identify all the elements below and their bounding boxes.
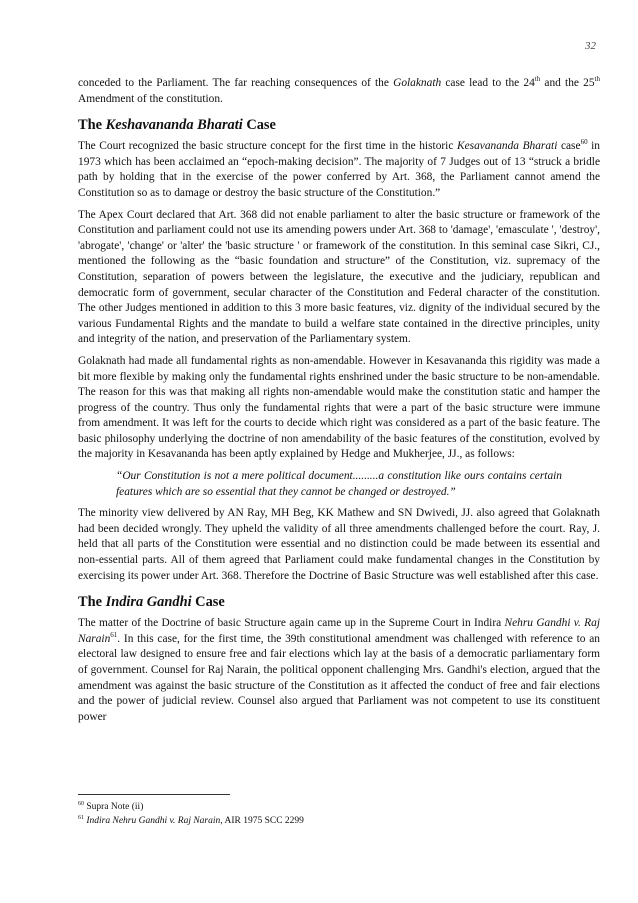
- footnote-61: $^{61}$ Indira Nehru Gandhi v. Raj Narain, AIR 1975 SCC 2299: [78, 814, 304, 826]
- paragraph-minority-view: The minority view delivered by AN Ray, MH Beg, KK Mathew and SN Dwivedi, JJ. also agreed that Golaknath had been decided wrongly. They upheld the validity of all three amendments challenged before the court. Ray, J. held that all parts of the Constitution were essential and no distinction could be made between its essential and non-essential parts. All of them agreed that Parliament could make fundamental changes in the Constitution by exercising its power under Art. 368. Therefore the Doctrine of Basic Structure was well established after this case.: [78, 507, 600, 582]
- case-name: Kesavananda Bharati: [456, 140, 558, 153]
- section-heading-indira-gandhi: The Indira Gandhi Case: [78, 594, 225, 611]
- section-heading-keshavananda: The Keshavananda Bharati Case: [78, 117, 276, 134]
- paragraph-golaknath-rigidity: Golaknath had made all fundamental rights as non-amendable. However in Kesavananda this rigidity was made a bit more flexible by making only the fundamental rights enshrined under the basic structure to be non-amendable. The reason for this was that making all rights non-amendable would make the constitution static and hamper the progress of the country. Thus only the fundamental rights that were a part of the basic structure were immune from amendment. It was left for the courts to decide which right was considered as a part of the basic feature. The basic philosophy underlying the doctrine of non amendability of the basic features of the constitution, evolved by the majority in Kesavananda has been aptly explained by Hedge and Mukherjee, JJ., as follows:: [78, 354, 600, 461]
- footnote-60: $^{60}$ Supra Note (ii): [78, 800, 144, 812]
- paragraph-golaknath-conclusion: conceded to the Parliament. The far reaching consequences of the Golaknath case lead to the 24th and the 25th Amendment of the constitution.: [78, 75, 600, 105]
- footnote-ref-60[interactable]: 60: [580, 138, 588, 147]
- case-name: Nehru Gandhi v. Raj Narain: [78, 617, 601, 645]
- document-body: [78, 76, 600, 731]
- case-name: Golaknath: [393, 77, 442, 89]
- paragraph-indira-gandhi-case: The matter of the Doctrine of basic Structure again came up in the Supreme Court in Indira Nehru Gandhi v. Raj Narain$^{61}$. In this case, for the first time, the 39th constitutional amendment was challenged with reference to an electoral law designed to ensure free and fair elections which lay at the basis of a democratic parliamentary form of government. Counsel for Raj Narain, the political opponent challenging Mrs. Gandhi's election, argued that the amendment was against the basic structure of the Constitution as it affected the conduct of free and fair elections and the power of judicial review. Counsel also argued that Parliament was not competent to use its constituent power: [78, 617, 601, 723]
- footnotes: [78, 801, 600, 828]
- paragraph-apex-court: The Apex Court declared that Art. 368 did not enable parliament to alter the basic structure or framework of the Constitution and parliament could not use its amending powers under Art. 368 to 'damage', 'emasculate ', 'destroy', 'abrogate', 'change' or 'alter' the 'basic structure ' or framework of the constitution. In this seminal case Sikri, CJ., mentioned the following as the “basic foundation and structure” of the Constitution, viz. supremacy of the Constitution, separation of powers between the legislature, the executive and the judiciary, republican and democratic form of government, secular character of the Constitution and Federal character of the constitution. The other Judges mentioned in addition to this 3 more basic features, viz. dignity of the individual secured by the various Fundamental Rights and the mandate to build a welfare state contained in the directive principles, unity and integrity of the nation, and preservation of the Parliamentary system.: [78, 208, 600, 346]
- page-number: 32: [585, 40, 596, 52]
- footnote-divider: [78, 794, 230, 795]
- paragraph-keshavananda-intro: The Court recognized the basic structure concept for the first time in the historic Kesavananda Bharati case$^{60}$ in 1973 which has been acclaimed an “epoch-making decision”. The majority of 7 Judges out of 13 “struck a bridle path by holding that in the exercise of the power conferred by Art. 368, the Parliament cannot amend the Constitution so as to damage or destroy the basic structure of the Constitution.”: [78, 138, 600, 199]
- block-quote: “Our Constitution is not a mere political document.........a constitution like ours contains certain features which are so essential that they cannot be changed or destroyed.”: [116, 470, 562, 498]
- footnote-ref-61[interactable]: 61: [110, 631, 118, 640]
